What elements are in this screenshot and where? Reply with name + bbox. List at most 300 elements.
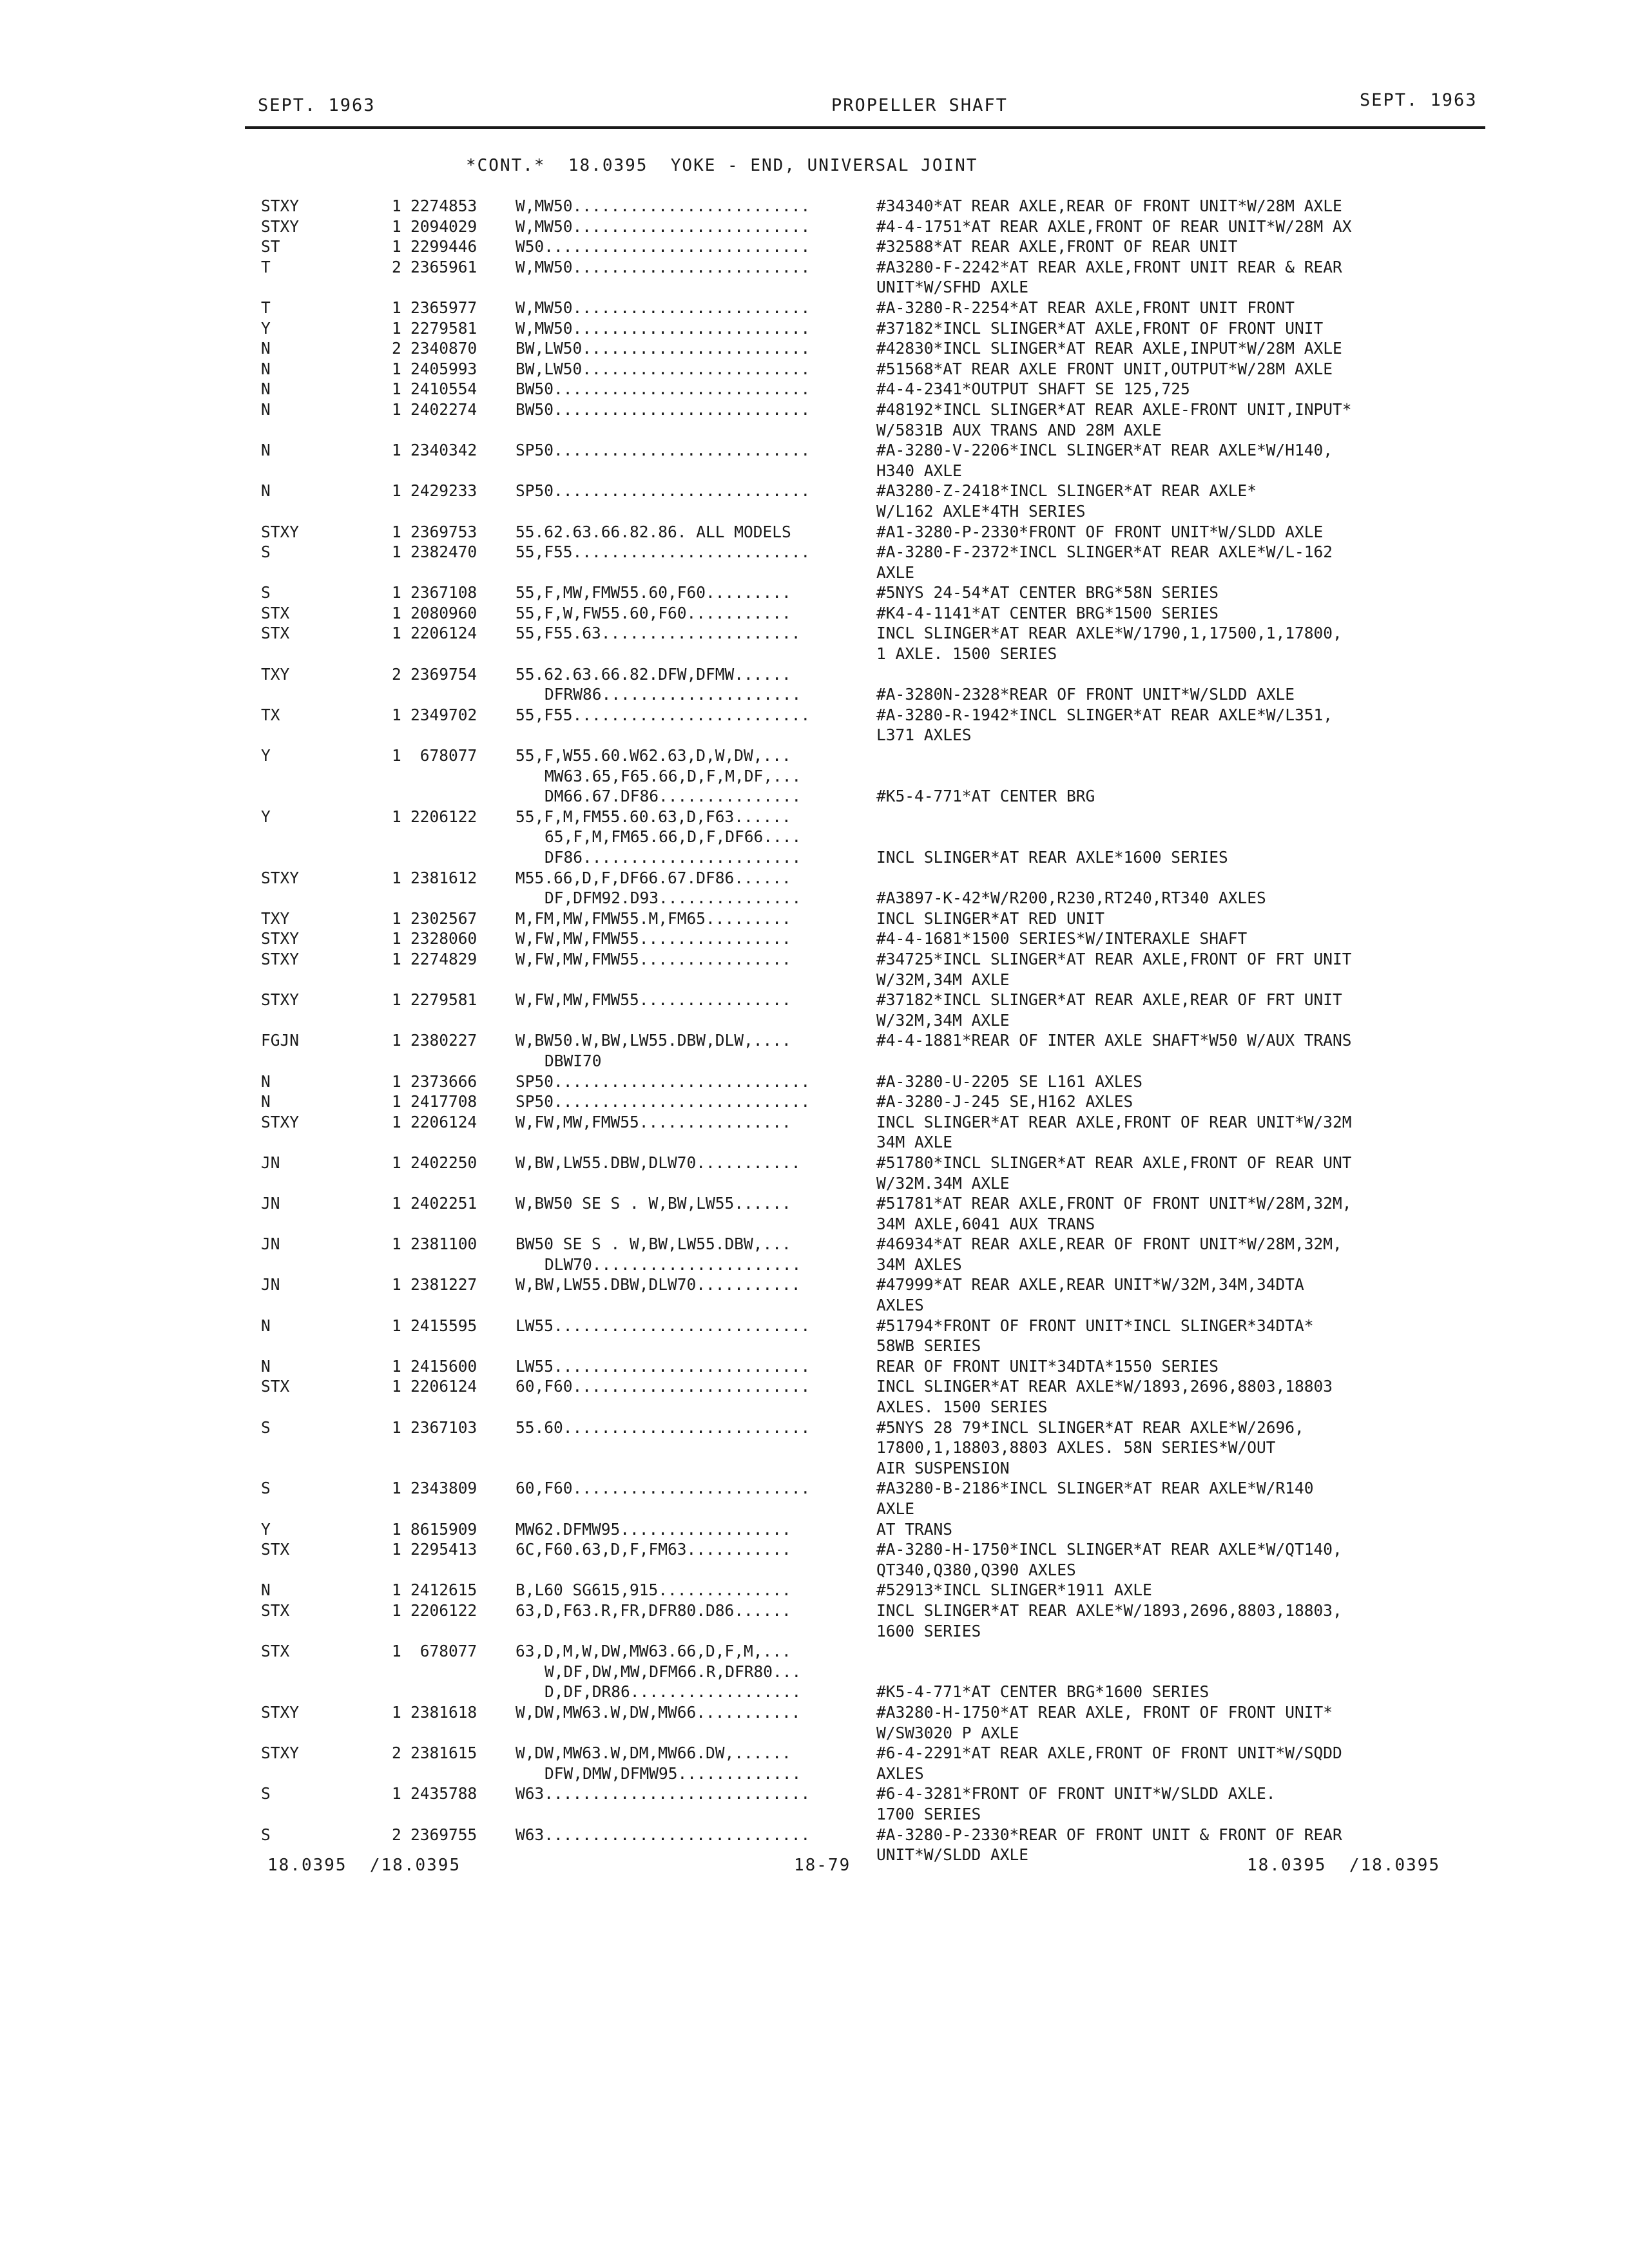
vehicle-code: JN — [261, 1235, 280, 1254]
model-list: 55,F55.63..................... — [516, 624, 801, 643]
entry-line — [261, 1783, 1485, 1804]
parts-entry — [261, 359, 1485, 380]
model-list: 55,F,M,FM55.60.63,D,F63...... — [516, 807, 791, 826]
entry-line — [261, 338, 1485, 359]
parts-entry — [261, 298, 1485, 318]
parts-entry — [261, 236, 1485, 257]
quantity: 2 — [392, 257, 401, 276]
part-number: 2349702 — [410, 705, 477, 724]
part-description: #5NYS 28 79*INCL SLINGER*AT REAR AXLE*W/2696, — [876, 1418, 1304, 1437]
part-number: 2365977 — [410, 298, 477, 317]
entry-line — [261, 420, 1485, 441]
entry-line — [261, 1051, 1485, 1072]
part-description: AXLE — [876, 1499, 915, 1518]
model-list: 55.62.63.66.82.86. ALL MODELS — [516, 522, 791, 541]
part-description: INCL SLINGER*AT REAR AXLE*W/1893,2696,8803,18803 — [876, 1377, 1333, 1396]
quantity: 1 — [392, 1316, 401, 1335]
model-list: W,MW50......................... — [516, 298, 811, 317]
part-description: W/32M,34M AXLE — [876, 970, 1010, 989]
page-title: PROPELLER SHAFT — [831, 95, 1008, 115]
model-list: BW,LW50........................ — [516, 339, 811, 358]
quantity: 1 — [392, 705, 401, 724]
entry-line — [261, 990, 1485, 1010]
part-number: 2302567 — [410, 908, 477, 928]
part-number: 2381100 — [410, 1235, 477, 1254]
entry-line — [261, 257, 1485, 278]
quantity: 1 — [392, 1275, 401, 1294]
part-number: 2206122 — [410, 1600, 477, 1620]
entry-line — [261, 481, 1485, 501]
entry-line — [261, 908, 1485, 929]
part-number: 2405993 — [410, 359, 477, 378]
part-description: #A3280-Z-2418*INCL SLINGER*AT REAR AXLE* — [876, 481, 1257, 501]
page-number: 18-79 — [794, 1856, 851, 1875]
part-description: #4-4-1681*1500 SERIES*W/INTERAXLE SHAFT — [876, 929, 1248, 948]
part-number: 2367108 — [410, 583, 477, 602]
quantity: 1 — [392, 990, 401, 1010]
model-list: W,DF,DW,MW,DFM66.R,DFR80... — [545, 1662, 802, 1681]
model-list: 60,F60......................... — [516, 1479, 811, 1498]
entry-line — [261, 807, 1485, 827]
entry-line — [261, 1560, 1485, 1581]
quantity: 1 — [392, 1112, 401, 1131]
entry-line — [261, 705, 1485, 726]
model-list: SP50........................... — [516, 1092, 811, 1111]
quantity: 1 — [392, 949, 401, 968]
part-number: 2365961 — [410, 257, 477, 276]
part-description: H340 AXLE — [876, 461, 962, 480]
quantity: 1 — [392, 1153, 401, 1172]
part-number: 2369753 — [410, 522, 477, 541]
model-list: W,BW50.W,BW,LW55.DBW,DLW,.... — [516, 1031, 791, 1050]
vehicle-code: STX — [261, 1600, 290, 1620]
model-list: 55,F,W,FW55.60,F60........... — [516, 603, 791, 622]
part-description: #4-4-1881*REAR OF INTER AXLE SHAFT*W50 W/AUX TRANS — [876, 1031, 1352, 1050]
entry-line — [261, 847, 1485, 868]
part-number: 2295413 — [410, 1540, 477, 1559]
model-list: DF,DFM92.D93............... — [545, 889, 802, 908]
part-number: 678077 — [419, 746, 477, 765]
entry-line — [261, 725, 1485, 745]
part-description: 17800,1,18803,8803 AXLES. 58N SERIES*W/OUT — [876, 1438, 1276, 1457]
quantity: 1 — [392, 1540, 401, 1559]
part-description: INCL SLINGER*AT REAR AXLE*W/1790,1,17500,1,17800, — [876, 624, 1342, 643]
entry-line — [261, 1173, 1485, 1194]
parts-entry — [261, 216, 1485, 237]
entry-line — [261, 1418, 1485, 1438]
quantity: 2 — [392, 1825, 401, 1844]
part-number: 2402274 — [410, 399, 477, 419]
entry-line — [261, 522, 1485, 543]
part-description: 34M AXLE,6041 AUX TRANS — [876, 1214, 1095, 1233]
parts-entry — [261, 1072, 1485, 1092]
quantity: 1 — [392, 1418, 401, 1437]
part-description: #A-3280-R-1942*INCL SLINGER*AT REAR AXLE*W/L351, — [876, 705, 1333, 724]
vehicle-code: Y — [261, 807, 271, 826]
part-description: #A1-3280-P-2330*FRONT OF FRONT UNIT*W/SLDD AXLE — [876, 522, 1324, 541]
part-description: 1 AXLE. 1500 SERIES — [876, 644, 1057, 664]
part-description: #K5-4-771*AT CENTER BRG — [876, 787, 1095, 806]
part-description: #51794*FRONT OF FRONT UNIT*INCL SLINGER*34DTA* — [876, 1316, 1314, 1335]
header-rule — [245, 126, 1485, 129]
model-list: W,FW,MW,FMW55................ — [516, 929, 791, 948]
parts-entry — [261, 1580, 1485, 1600]
quantity: 1 — [392, 1519, 401, 1539]
quantity: 1 — [392, 216, 401, 236]
part-number: 2094029 — [410, 216, 477, 236]
header-date-left: SEPT. 1963 — [258, 95, 376, 115]
parts-entry — [261, 542, 1485, 582]
entry-line — [261, 1030, 1485, 1051]
part-number: 2402251 — [410, 1194, 477, 1213]
vehicle-code: STX — [261, 624, 290, 643]
part-number: 2299446 — [410, 237, 477, 256]
part-description: #42830*INCL SLINGER*AT REAR AXLE,INPUT*W/28M AXLE — [876, 339, 1342, 358]
part-description: 34M AXLE — [876, 1133, 953, 1152]
vehicle-code: N — [261, 441, 271, 460]
model-list: 55,F55......................... — [516, 543, 811, 562]
vehicle-code: TXY — [261, 664, 290, 684]
entry-line — [261, 970, 1485, 990]
parts-entry — [261, 1193, 1485, 1234]
part-description: #A3280-B-2186*INCL SLINGER*AT REAR AXLE*W/R140 — [876, 1479, 1314, 1498]
part-description: #37182*INCL SLINGER*AT REAR AXLE,REAR OF FRT UNIT — [876, 990, 1342, 1010]
part-description: REAR OF FRONT UNIT*34DTA*1550 SERIES — [876, 1356, 1219, 1376]
entry-line — [261, 786, 1485, 807]
entry-line — [261, 359, 1485, 380]
vehicle-code: STXY — [261, 1744, 300, 1763]
part-number: 2340342 — [410, 441, 477, 460]
parts-entry — [261, 481, 1485, 521]
vehicle-code: FGJN — [261, 1031, 300, 1050]
model-list: W,FW,MW,FMW55................ — [516, 990, 791, 1010]
model-list: 55.60.......................... — [516, 1418, 811, 1437]
entry-line — [261, 1825, 1485, 1845]
part-number: 2429233 — [410, 481, 477, 501]
quantity: 1 — [392, 624, 401, 643]
parts-entry — [261, 990, 1485, 1030]
part-description: #47999*AT REAR AXLE,REAR UNIT*W/32M,34M,34DTA — [876, 1275, 1304, 1294]
entry-line — [261, 1702, 1485, 1723]
part-description: 58WB SERIES — [876, 1336, 981, 1356]
quantity: 1 — [392, 908, 401, 928]
quantity: 1 — [392, 1072, 401, 1091]
vehicle-code: STXY — [261, 216, 300, 236]
vehicle-code: STXY — [261, 1702, 300, 1722]
part-description: W/SW3020 P AXLE — [876, 1723, 1019, 1742]
model-list: DFW,DMW,DFMW95............. — [545, 1763, 802, 1783]
part-description: W/32M.34M AXLE — [876, 1173, 1010, 1193]
entry-line — [261, 1193, 1485, 1214]
entry-line — [261, 1743, 1485, 1763]
model-list: DM66.67.DF86............... — [545, 787, 802, 806]
entry-line — [261, 1519, 1485, 1540]
part-description: #48192*INCL SLINGER*AT REAR AXLE-FRONT UNIT,INPUT* — [876, 399, 1352, 419]
quantity: 1 — [392, 522, 401, 541]
part-number: 2410554 — [410, 380, 477, 399]
part-description: #A-3280-J-245 SE,H162 AXLES — [876, 1092, 1133, 1111]
parts-entry — [261, 1376, 1485, 1417]
quantity: 1 — [392, 1031, 401, 1050]
vehicle-code: N — [261, 339, 271, 358]
entry-line — [261, 582, 1485, 603]
vehicle-code: JN — [261, 1194, 280, 1213]
entry-line — [261, 1600, 1485, 1621]
quantity: 1 — [392, 1377, 401, 1396]
part-number: 2381612 — [410, 868, 477, 887]
vehicle-code: TXY — [261, 908, 290, 928]
vehicle-code: N — [261, 1092, 271, 1111]
vehicle-code: T — [261, 298, 271, 317]
model-list: W,BW50 SE S . W,BW,LW55...... — [516, 1194, 791, 1213]
part-number: 2415595 — [410, 1316, 477, 1335]
parts-entry — [261, 949, 1485, 990]
part-number: 2381615 — [410, 1744, 477, 1763]
model-list: W,MW50......................... — [516, 197, 811, 215]
part-number: 2381227 — [410, 1275, 477, 1294]
quantity: 1 — [392, 1356, 401, 1376]
part-description: L371 AXLES — [876, 726, 972, 745]
entry-line — [261, 1437, 1485, 1458]
parts-entry — [261, 1519, 1485, 1540]
vehicle-code: N — [261, 481, 271, 501]
part-description: QT340,Q380,Q390 AXLES — [876, 1560, 1076, 1579]
part-description: #A-3280N-2328*REAR OF FRONT UNIT*W/SLDD AXLE — [876, 685, 1295, 704]
entry-line — [261, 623, 1485, 644]
entry-line — [261, 440, 1485, 461]
part-number: 2206124 — [410, 1112, 477, 1131]
model-list: 55,F,W55.60.W62.63,D,W,DW,... — [516, 746, 791, 765]
model-list: BW50........................... — [516, 399, 811, 419]
entry-line — [261, 1763, 1485, 1784]
parts-entry — [261, 379, 1485, 399]
entry-line — [261, 1072, 1485, 1092]
entry-line — [261, 603, 1485, 624]
part-description: INCL SLINGER*AT RED UNIT — [876, 908, 1105, 928]
part-number: 2206122 — [410, 807, 477, 826]
part-description: AXLES. 1500 SERIES — [876, 1398, 1048, 1417]
entry-line — [261, 1580, 1485, 1600]
parts-entry — [261, 664, 1485, 705]
part-description: UNIT*W/SLDD AXLE — [876, 1845, 1029, 1865]
part-number: 2415600 — [410, 1356, 477, 1376]
model-list: W,BW,LW55.DBW,DLW70........... — [516, 1275, 801, 1294]
part-number: 2402250 — [410, 1153, 477, 1172]
quantity: 1 — [392, 543, 401, 562]
entry-line — [261, 1804, 1485, 1825]
part-number: 2382470 — [410, 543, 477, 562]
part-number: 2343809 — [410, 1479, 477, 1498]
entry-line — [261, 1214, 1485, 1235]
part-description: #A-3280-U-2205 SE L161 AXLES — [876, 1072, 1143, 1091]
part-description: UNIT*W/SFHD AXLE — [876, 278, 1029, 297]
parts-entry — [261, 257, 1485, 298]
quantity: 1 — [392, 807, 401, 826]
quantity: 1 — [392, 1784, 401, 1803]
quantity: 1 — [392, 197, 401, 215]
vehicle-code: Y — [261, 1519, 271, 1539]
model-list: 55,F,MW,FMW55.60,F60......... — [516, 583, 791, 602]
vehicle-code: N — [261, 399, 271, 419]
entry-line — [261, 1132, 1485, 1153]
entry-line — [261, 1458, 1485, 1479]
part-number: 2369754 — [410, 664, 477, 684]
entry-line — [261, 461, 1485, 481]
quantity: 1 — [392, 1194, 401, 1213]
parts-entry — [261, 1641, 1485, 1702]
vehicle-code: STX — [261, 1540, 290, 1559]
vehicle-code: N — [261, 1356, 271, 1376]
model-list: 63,D,M,W,DW,MW63.66,D,F,M,... — [516, 1642, 791, 1661]
part-description: #52913*INCL SLINGER*1911 AXLE — [876, 1581, 1152, 1600]
model-list: W,MW50......................... — [516, 318, 811, 338]
part-description: INCL SLINGER*AT REAR AXLE*W/1893,2696,8803,18803, — [876, 1600, 1342, 1620]
entry-line — [261, 1091, 1485, 1112]
part-description: INCL SLINGER*AT REAR AXLE,FRONT OF REAR UNIT*W/32M — [876, 1112, 1352, 1131]
quantity: 1 — [392, 1581, 401, 1600]
parts-entry — [261, 745, 1485, 807]
vehicle-code: N — [261, 1316, 271, 1335]
parts-entry — [261, 582, 1485, 603]
model-list: DF86....................... — [545, 848, 802, 867]
entry-line — [261, 684, 1485, 705]
model-list: BW50 SE S . W,BW,LW55.DBW,... — [516, 1235, 791, 1254]
part-description: AXLES — [876, 1296, 924, 1315]
part-number: 2435788 — [410, 1784, 477, 1803]
parts-entry — [261, 1418, 1485, 1479]
model-list: DFRW86..................... — [545, 685, 802, 704]
quantity: 2 — [392, 664, 401, 684]
entry-line — [261, 216, 1485, 237]
part-number: 2369755 — [410, 1825, 477, 1844]
model-list: W,BW,LW55.DBW,DLW70........... — [516, 1153, 801, 1172]
parts-entry — [261, 1234, 1485, 1274]
vehicle-code: JN — [261, 1153, 280, 1172]
quantity: 1 — [392, 481, 401, 501]
vehicle-code: STXY — [261, 990, 300, 1010]
part-description: 34M AXLES — [876, 1254, 962, 1274]
part-number: 2417708 — [410, 1092, 477, 1111]
parts-entry — [261, 1702, 1485, 1743]
footer-ref-right: 18.0395 /18.0395 — [1247, 1856, 1441, 1875]
part-description: W/32M,34M AXLE — [876, 1010, 1010, 1030]
model-list: 60,F60......................... — [516, 1377, 811, 1396]
entry-line — [261, 1478, 1485, 1499]
entry-line — [261, 888, 1485, 908]
part-description: AT TRANS — [876, 1519, 953, 1539]
model-list: W,FW,MW,FMW55................ — [516, 949, 791, 968]
vehicle-code: STX — [261, 1642, 290, 1661]
vehicle-code: N — [261, 359, 271, 378]
vehicle-code: S — [261, 1479, 271, 1498]
entry-line — [261, 196, 1485, 216]
entry-line — [261, 1723, 1485, 1744]
entry-line — [261, 928, 1485, 949]
part-description: #A-3280-F-2372*INCL SLINGER*AT REAR AXLE*W/L-162 — [876, 543, 1333, 562]
vehicle-code: T — [261, 257, 271, 276]
part-description: #K4-4-1141*AT CENTER BRG*1500 SERIES — [876, 603, 1219, 622]
entry-line — [261, 1641, 1485, 1662]
model-list: W63............................ — [516, 1784, 811, 1803]
part-description: #5NYS 24-54*AT CENTER BRG*58N SERIES — [876, 583, 1219, 602]
parts-entry — [261, 1356, 1485, 1377]
part-description: #32588*AT REAR AXLE,FRONT OF REAR UNIT — [876, 237, 1238, 256]
part-number: 2274853 — [410, 197, 477, 215]
model-list: W,MW50......................... — [516, 257, 811, 276]
part-description: 1700 SERIES — [876, 1804, 981, 1823]
parts-entry — [261, 1091, 1485, 1112]
entry-line — [261, 1376, 1485, 1397]
vehicle-code: JN — [261, 1275, 280, 1294]
vehicle-code: S — [261, 543, 271, 562]
entry-line — [261, 1274, 1485, 1295]
parts-entry — [261, 908, 1485, 929]
quantity: 1 — [392, 1642, 401, 1661]
quantity: 1 — [392, 1092, 401, 1111]
vehicle-code: Y — [261, 746, 271, 765]
entry-line — [261, 1621, 1485, 1642]
entry-line — [261, 1112, 1485, 1133]
part-description: #A3897-K-42*W/R200,R230,RT240,RT340 AXLES — [876, 889, 1266, 908]
quantity: 1 — [392, 1600, 401, 1620]
vehicle-code: STXY — [261, 522, 300, 541]
quantity: 1 — [392, 298, 401, 317]
model-list: SP50........................... — [516, 481, 811, 501]
parts-entry — [261, 1539, 1485, 1580]
parts-entry — [261, 196, 1485, 216]
part-description: #A-3280-H-1750*INCL SLINGER*AT REAR AXLE*W/QT140, — [876, 1540, 1342, 1559]
parts-entry — [261, 928, 1485, 949]
vehicle-code: STXY — [261, 868, 300, 887]
part-description: W/5831B AUX TRANS AND 28M AXLE — [876, 420, 1162, 439]
vehicle-code: S — [261, 1784, 271, 1803]
model-list: BW,LW50........................ — [516, 359, 811, 378]
part-number: 2274829 — [410, 949, 477, 968]
entry-line — [261, 562, 1485, 583]
entry-line — [261, 1356, 1485, 1377]
part-description: #51780*INCL SLINGER*AT REAR AXLE,FRONT OF REAR UNT — [876, 1153, 1352, 1172]
entry-line — [261, 1316, 1485, 1336]
section-subtitle: *CONT.* 18.0395 YOKE - END, UNIVERSAL JOINT — [466, 156, 978, 175]
quantity: 1 — [392, 359, 401, 378]
part-description: #51568*AT REAR AXLE FRONT UNIT,OUTPUT*W/28M AXLE — [876, 359, 1333, 378]
vehicle-code: S — [261, 1825, 271, 1844]
parts-entry — [261, 1478, 1485, 1519]
vehicle-code: STXY — [261, 949, 300, 968]
quantity: 2 — [392, 339, 401, 358]
entry-line — [261, 542, 1485, 562]
part-description: INCL SLINGER*AT REAR AXLE*1600 SERIES — [876, 848, 1228, 867]
quantity: 1 — [392, 441, 401, 460]
part-number: 2279581 — [410, 318, 477, 338]
part-description: AXLES — [876, 1763, 924, 1783]
entry-line — [261, 1254, 1485, 1275]
part-number: 2367103 — [410, 1418, 477, 1437]
part-number: 2206124 — [410, 1377, 477, 1396]
entry-line — [261, 1153, 1485, 1173]
entry-line — [261, 501, 1485, 522]
entry-line — [261, 1295, 1485, 1316]
part-description: #51781*AT REAR AXLE,FRONT OF FRONT UNIT*W/28M,32M, — [876, 1194, 1352, 1213]
part-description: #46934*AT REAR AXLE,REAR OF FRONT UNIT*W/28M,32M, — [876, 1235, 1342, 1254]
part-number: 2380227 — [410, 1031, 477, 1050]
model-list: DBWI70 — [545, 1051, 602, 1070]
parts-entry — [261, 1783, 1485, 1824]
part-number: 2373666 — [410, 1072, 477, 1091]
part-number: 2381618 — [410, 1702, 477, 1722]
entry-line — [261, 318, 1485, 339]
entry-line — [261, 1336, 1485, 1356]
